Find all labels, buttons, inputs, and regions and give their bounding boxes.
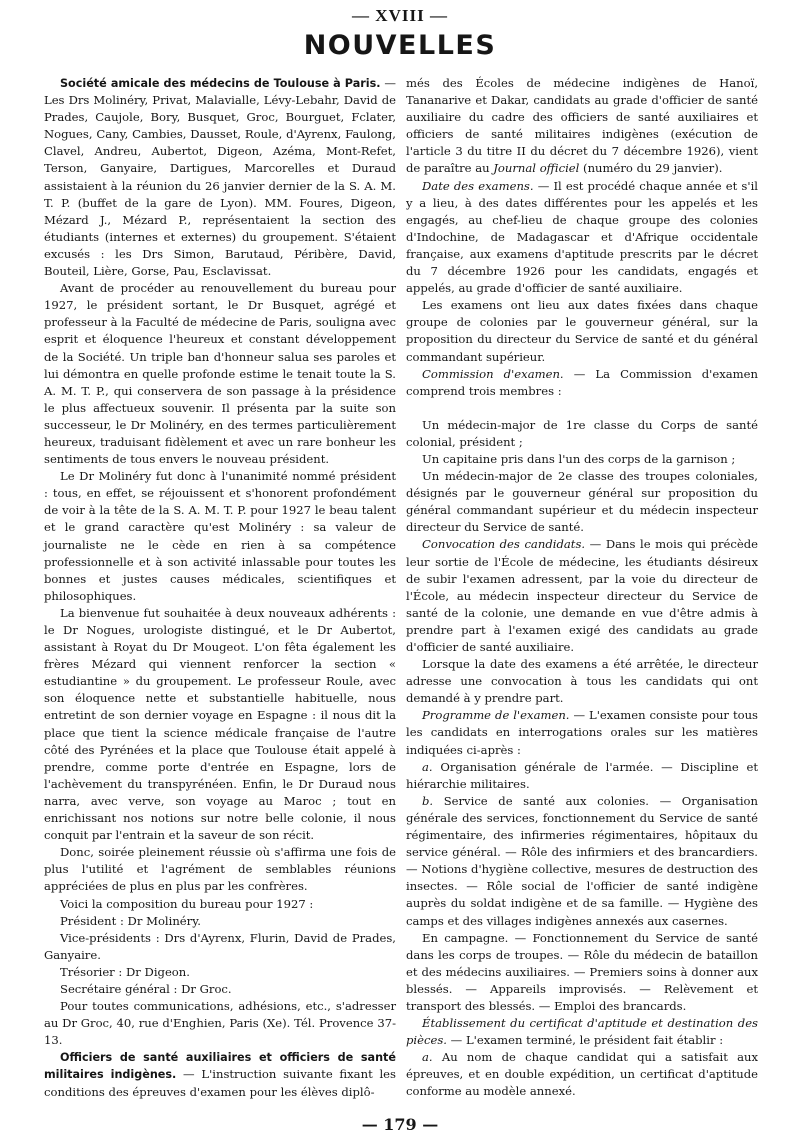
- programme-item-b: [406, 793, 758, 930]
- paragraph: Lorsque la date des examens a été arrêtée, le directeur adresse une convocation à tous les candidats qui ont demandé à y prendre part.: [406, 657, 758, 706]
- bureau-secretaire: Secrétaire général : Dr Groc.: [60, 981, 232, 996]
- section-heading-officiers: Officiers de santé auxiliaires et officiers de santé militaires indigènes.: [44, 1051, 396, 1082]
- paragraph-text: — Les Drs Molinéry, Privat, Malavialle, Lévy-Lebahr, David de Prades, Caujole, Bory, Busquet, Groc, Bourguet, Fclater, Nogues, Cany, Cambies, Dausset, Roule, d'Ayrenx, Faulong, Clavel, Andreu, Aubertot, Digeon, Azéma, Mont-Refet, Terson, Ganyaire, Dartigues, Marcorelles et Duraud assistaient à la réunion du 26 janvier dernier de la S. A. M. T. P. (buffet de la gare de Lyon). MM. Foures, Digeon, Mézard J., Mézard P., représentaient la section des étudiants (internes et externes) du groupement. S'étaient excusés : les Drs Simon, Barutaud, Péribère, David, Bouteil, Lière, Gorse, Pau, Esclavissat.: [44, 76, 396, 279]
- certificat-item-a: [406, 1049, 758, 1100]
- paragraph-text: — Dans le mois qui précède leur sortie de l'École de médecine, les étudiants désireux de subir l'examen adressent, par la voie du directeur de l'École, au médecin inspecteur directeur du Service de santé de la colonie, une demande en vue d'être admis à prendre part à l'examen exigé des candidats au grade d'officier de santé auxiliaire.: [406, 537, 758, 654]
- paragraph-text: Au nom de chaque candidat qui a satisfait aux épreuves, et en double expédition, un certificat d'aptitude conforme au modèle annexé.: [406, 1050, 758, 1099]
- paragraph: [406, 178, 758, 298]
- paragraph-text: — La Commission d'examen comprend trois membres :: [406, 366, 759, 398]
- paragraph-text: — Il est procédé chaque année et s'il y a lieu, à des dates différentes pour les appelés et les engagés, au chef-lieu de chaque groupe des colonies d'Indochine, de Madagascar et d'Afrique occidentale française, aux examens d'aptitude prescrits par le décret du 7 décembre 1926 pour les candidats, engagés et appelés, au grade d'officier de santé auxiliaire.: [406, 178, 758, 296]
- paragraph-text: — L'examen consiste pour tous les candidats en interrogations orales sur les matières indiquées ci-après :: [406, 708, 759, 757]
- bureau-vice-presidents: Vice-présidents : Drs d'Ayrenx, Flurin, David de Prades, Ganyaire.: [44, 930, 396, 962]
- paragraph-societe-amicale: [44, 75, 396, 280]
- subheading-programme: Programme de l'examen.: [422, 708, 570, 723]
- subheading-convocation: Convocation des candidats.: [422, 537, 586, 552]
- subheading-date-examens: Date des examens.: [422, 178, 534, 193]
- programme-item-a: [406, 759, 758, 793]
- paragraph-officiers-de-sante: [44, 1049, 396, 1100]
- commission-member: Un médecin-major de 1re classe du Corps de santé colonial, président ;: [406, 417, 758, 449]
- bureau-tresorier: Trésorier : Dr Digeon.: [60, 964, 190, 979]
- paragraph: [406, 536, 758, 656]
- paragraph: Pour toutes communications, adhésions, etc., s'adresser au Dr Groc, 40, rue d'Enghien, Paris (Xe). Tél. Provence 37-13.: [44, 999, 396, 1048]
- paragraph-text: — L'instruction suivante fixant les conditions des épreuves d'examen pour les élèves diplô-: [44, 1067, 396, 1099]
- subheading-certificat: Établissement du certificat d'aptitude et destination des pièces.: [406, 1016, 758, 1048]
- folio: — XVIII —: [352, 6, 448, 25]
- paragraph-text: Service de santé aux colonies. — Organisation générale des services, fonctionnement du Service de santé régimentaire, des infirmeries régimentaires, hôpitaux du service général. — Rôle des infirmiers et des brancardiers. — Notions d'hygiène collective, mesures de destruction des insectes. — Rôle social de l'officier de santé indigène auprès du soldat indigène et de sa famille. — Hygiène des camps et des villages indigènes annexés aux casernes.: [406, 793, 758, 928]
- item-letter: a.: [422, 1050, 433, 1065]
- paragraph: Voici la composition du bureau pour 1927 :: [60, 896, 314, 911]
- page-number: — 179 —: [361, 1115, 439, 1134]
- page-title: NOUVELLES: [303, 30, 497, 61]
- item-letter: b.: [422, 793, 434, 808]
- paragraph: [406, 75, 758, 178]
- paragraph: La bienvenue fut souhaitée à deux nouveaux adhérents : le Dr Nogues, urologiste distingué, et le Dr Aubertot, assistant à Royat du Dr Mougeot. L'on fêta également les frères Mézard qui viennent renforcer la section « estudiantine » du groupement. Le professeur Roule, avec son éloquence nette et substantielle habituelle, nous entretint de son dernier voyage en Espagne : il nous dit la place que tient la science médicale française de l'autre côté des Pyrénées et la place que Toulouse était appelé à prendre, comme porte d'entrée en Espagne, lors de l'achèvement du transpyrénéen. Enfin, le Dr Duraud nous narra, avec verve, son voyage au Maroc ; tout en enrichissant nos notions sur notre belle colonie, il nous conquit par l'entrain et la saveur de son récit.: [44, 605, 396, 843]
- commission-member: Un capitaine pris dans l'un des corps de la garnison ;: [422, 451, 736, 466]
- subheading-commission: Commission d'examen.: [422, 366, 564, 381]
- paragraph: [406, 707, 758, 758]
- paragraph-text: (numéro du 29 janvier).: [579, 161, 723, 176]
- commission-member: Un médecin-major de 2e classe des troupes coloniales, désignés par le gouverneur général sur proposition du général commandant supérieur et du médecin inspecteur directeur du Service de santé.: [406, 469, 758, 535]
- bureau-president: Président : Dr Molinéry.: [60, 913, 201, 928]
- left-column: [44, 75, 396, 1101]
- paragraph: Le Dr Molinéry fut donc à l'unanimité nommé président : tous, en effet, se réjouissent et s'honorent profondément de voir à la tête de la S. A. M. T. P. pour 1927 le beau talent et le grand caractère qu'est Molinéry : sa valeur de journaliste ne le cède en rien à sa compétence professionnelle et à son activité inlassable pour toutes les bonnes et justes causes médicales, scientifiques et philosophiques.: [44, 469, 396, 603]
- paragraph-text: — L'examen terminé, le président fait établir :: [446, 1033, 724, 1048]
- paragraph: Les examens ont lieu aux dates fixées dans chaque groupe de colonies par le gouverneur général, sur la proposition du directeur du Service de santé et du général commandant supérieur.: [406, 298, 758, 364]
- section-heading-societe-amicale: Société amicale des médecins de Toulouse à Paris.: [60, 77, 381, 90]
- paragraph-text: més des Écoles de médecine indigènes de Hanoï, Tananarive et Dakar, candidats au grade d'officier de santé auxiliaire du cadre des officiers de santé auxiliaires et officiers de santé militaires indigènes (exécution de l'article 3 du titre II du décret du 7 décembre 1926), vient de paraître au: [406, 76, 758, 176]
- paragraph-text: Organisation générale de l'armée. — Discipline et hiérarchie militaires.: [406, 759, 758, 791]
- paragraph: Avant de procéder au renouvellement du bureau pour 1927, le président sortant, le Dr Busquet, agrégé et professeur à la Faculté de médecine de Paris, souligna avec esprit et éloquence l'heureux et constant développement de la Société. Un triple ban d'honneur salua ses paroles et lui démontra en quelle profonde estime le tenait toute la S. A. M. T. P., qui conservera de son passage à la présidence le plus affectueux souvenir. Il présenta par la suite son successeur, le Dr Molinéry, en des termes particulièrement heureux, traduisant fidèlement et avec un rare bonheur les sentiments de tous envers le nouveau président.: [44, 281, 396, 467]
- paragraph: [406, 1015, 758, 1049]
- paragraph: En campagne. — Fonctionnement du Service de santé dans les corps de troupes. — Rôle du médecin de bataillon et des médecins auxiliaires. — Premiers soins à donner aux blessés. — Appareils improvisés. — Relèvement et transport des blessés. — Emploi des brancards.: [406, 930, 758, 1013]
- paragraph: [406, 366, 758, 400]
- item-letter: a.: [422, 759, 433, 774]
- paragraph: Donc, soirée pleinement réussie où s'affirma une fois de plus l'utilité et l'agrément de semblables réunions appréciées de plus en plus par les confrères.: [44, 845, 396, 894]
- journal-officiel: Journal officiel: [493, 161, 580, 176]
- right-column: [406, 75, 758, 1101]
